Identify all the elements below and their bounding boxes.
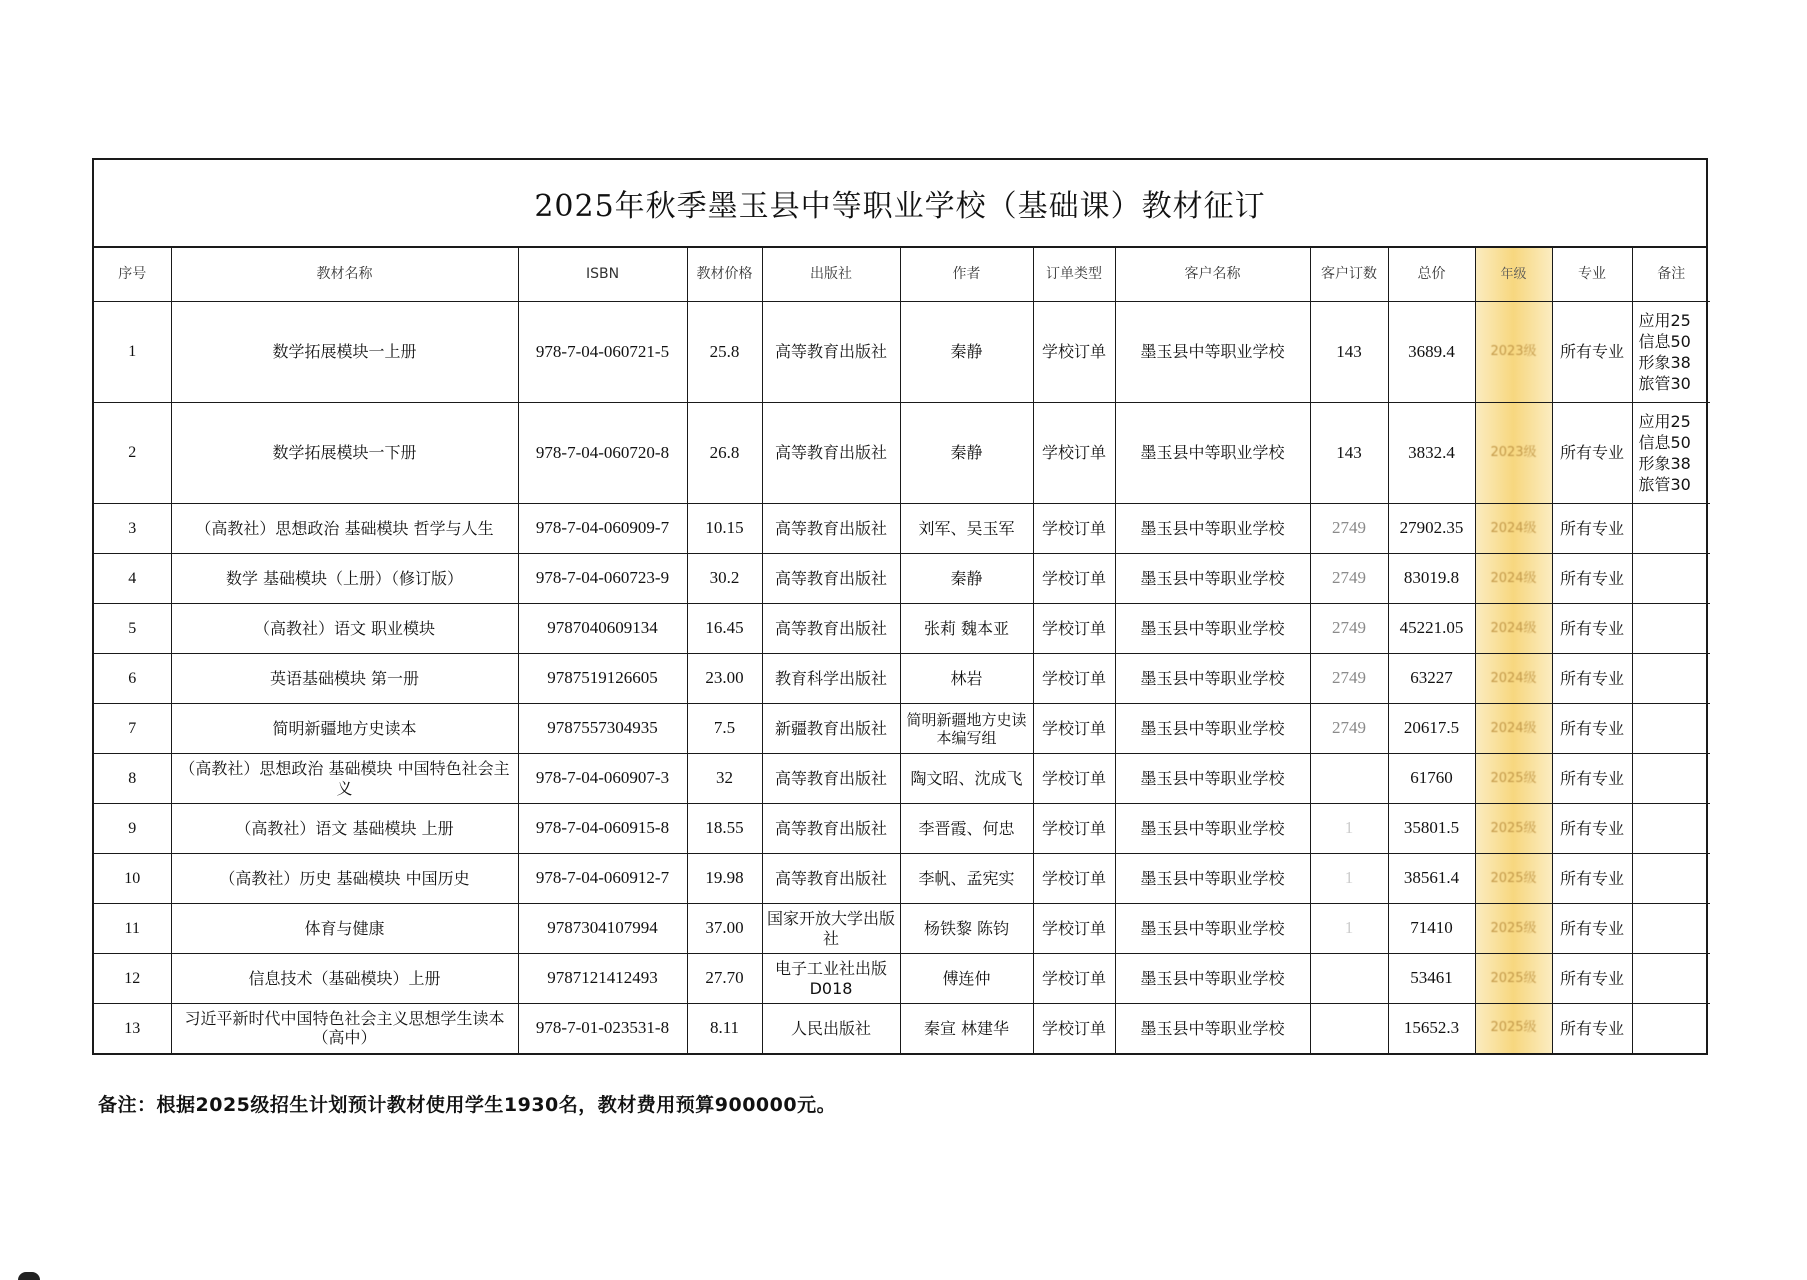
- header-note: 备注: [1632, 248, 1710, 302]
- cell-grade: [1475, 654, 1552, 704]
- note-line: 形象38: [1638, 454, 1691, 473]
- table-row: [94, 654, 1710, 704]
- cell-customer: 墨玉县中等职业学校: [1115, 954, 1310, 1004]
- cell-customer: 墨玉县中等职业学校: [1115, 654, 1310, 704]
- cell-publisher: 高等教育出版社: [762, 804, 900, 854]
- table-row: [94, 954, 1710, 1004]
- cell-seq: 13: [94, 1004, 171, 1053]
- cell-name: （高教社）思想政治 基础模块 哲学与人生: [171, 504, 518, 554]
- cell-note: [1632, 604, 1710, 654]
- cell-price: 7.5: [687, 704, 762, 754]
- cell-publisher: 电子工业社出版D018: [762, 954, 900, 1004]
- cell-total: 63227: [1388, 654, 1475, 704]
- cell-grade: [1475, 604, 1552, 654]
- cell-major: 所有专业: [1552, 302, 1632, 403]
- note-line: 形象38: [1638, 353, 1691, 372]
- note-line: 应用25: [1638, 412, 1691, 431]
- header-grade: 年级: [1475, 248, 1552, 302]
- cell-seq: 12: [94, 954, 171, 1004]
- sheet-title: 2025年秋季墨玉县中等职业学校（基础课）教材征订: [94, 160, 1706, 248]
- cell-price: 19.98: [687, 854, 762, 904]
- cell-publisher: 高等教育出版社: [762, 504, 900, 554]
- table-row: [94, 854, 1710, 904]
- grade-text: 2024级: [1490, 570, 1537, 586]
- cell-grade: [1475, 854, 1552, 904]
- cell-isbn: 978-7-04-060721-5: [518, 302, 687, 403]
- cell-grade: [1475, 754, 1552, 804]
- cell-author: 陶文昭、沈成飞: [900, 754, 1033, 804]
- table-row: [94, 754, 1710, 804]
- cell-qty: 2749: [1310, 704, 1388, 754]
- table-row: [94, 302, 1710, 403]
- cell-order-type: 学校订单: [1033, 904, 1115, 954]
- cell-major: 所有专业: [1552, 704, 1632, 754]
- table-row: [94, 704, 1710, 754]
- cell-isbn: 978-7-04-060912-7: [518, 854, 687, 904]
- footnote: 备注：根据2025级招生计划预计教材使用学生1930名，教材费用预算900000元。: [98, 1094, 837, 1116]
- header-customer: 客户名称: [1115, 248, 1310, 302]
- cell-grade: [1475, 1004, 1552, 1053]
- cell-publisher: 人民出版社: [762, 1004, 900, 1053]
- grade-text: 2025级: [1490, 870, 1537, 886]
- cell-isbn: 978-7-04-060723-9: [518, 554, 687, 604]
- cell-price: 16.45: [687, 604, 762, 654]
- cell-isbn: 978-7-04-060915-8: [518, 804, 687, 854]
- scan-corner-mark: [18, 1272, 40, 1280]
- cell-customer: 墨玉县中等职业学校: [1115, 1004, 1310, 1053]
- cell-seq: 7: [94, 704, 171, 754]
- cell-price: 8.11: [687, 1004, 762, 1053]
- cell-grade: [1475, 704, 1552, 754]
- cell-major: 所有专业: [1552, 904, 1632, 954]
- header-seq: 序号: [94, 248, 171, 302]
- cell-seq: 1: [94, 302, 171, 403]
- table-row: [94, 403, 1710, 504]
- cell-qty: 2749: [1310, 504, 1388, 554]
- cell-note: [1632, 403, 1710, 504]
- header-author: 作者: [900, 248, 1033, 302]
- textbook-order-sheet: [92, 158, 1708, 1055]
- cell-order-type: 学校订单: [1033, 804, 1115, 854]
- cell-order-type: 学校订单: [1033, 604, 1115, 654]
- cell-major: 所有专业: [1552, 954, 1632, 1004]
- header-qty: 客户订数: [1310, 248, 1388, 302]
- cell-customer: 墨玉县中等职业学校: [1115, 604, 1310, 654]
- table-row: [94, 1004, 1710, 1053]
- cell-seq: 10: [94, 854, 171, 904]
- cell-name: （高教社）历史 基础模块 中国历史: [171, 854, 518, 904]
- cell-isbn: 978-7-04-060720-8: [518, 403, 687, 504]
- cell-qty: [1310, 1004, 1388, 1053]
- header-order-type: 订单类型: [1033, 248, 1115, 302]
- cell-order-type: 学校订单: [1033, 954, 1115, 1004]
- cell-order-type: 学校订单: [1033, 302, 1115, 403]
- cell-qty: [1310, 754, 1388, 804]
- cell-total: 3689.4: [1388, 302, 1475, 403]
- cell-total: 3832.4: [1388, 403, 1475, 504]
- cell-customer: 墨玉县中等职业学校: [1115, 904, 1310, 954]
- cell-order-type: 学校订单: [1033, 704, 1115, 754]
- cell-order-type: 学校订单: [1033, 654, 1115, 704]
- grade-text: 2023级: [1490, 445, 1537, 461]
- cell-total: 61760: [1388, 754, 1475, 804]
- cell-note: [1632, 302, 1710, 403]
- cell-total: 15652.3: [1388, 1004, 1475, 1053]
- grade-text: 2024级: [1490, 720, 1537, 736]
- cell-author: 杨铁黎 陈钧: [900, 904, 1033, 954]
- cell-seq: 6: [94, 654, 171, 704]
- cell-price: 37.00: [687, 904, 762, 954]
- cell-isbn: 9787519126605: [518, 654, 687, 704]
- cell-name: 数学 基础模块（上册）（修订版）: [171, 554, 518, 604]
- cell-note: [1632, 754, 1710, 804]
- grade-text: 2025级: [1490, 820, 1537, 836]
- header-total: 总价: [1388, 248, 1475, 302]
- cell-qty: 1: [1310, 854, 1388, 904]
- cell-author: 林岩: [900, 654, 1033, 704]
- cell-note: [1632, 1004, 1710, 1053]
- cell-major: 所有专业: [1552, 754, 1632, 804]
- cell-isbn: 9787304107994: [518, 904, 687, 954]
- header-major: 专业: [1552, 248, 1632, 302]
- cell-name: 英语基础模块 第一册: [171, 654, 518, 704]
- note-line: 信息50: [1638, 332, 1691, 351]
- cell-total: 38561.4: [1388, 854, 1475, 904]
- cell-author: 秦静: [900, 403, 1033, 504]
- cell-note: [1632, 954, 1710, 1004]
- cell-qty: 2749: [1310, 554, 1388, 604]
- cell-isbn: 978-7-01-023531-8: [518, 1004, 687, 1053]
- table-row: [94, 904, 1710, 954]
- cell-order-type: 学校订单: [1033, 504, 1115, 554]
- cell-isbn: 9787121412493: [518, 954, 687, 1004]
- cell-grade: [1475, 954, 1552, 1004]
- cell-total: 83019.8: [1388, 554, 1475, 604]
- cell-isbn: 9787557304935: [518, 704, 687, 754]
- grade-text: 2024级: [1490, 520, 1537, 536]
- cell-total: 20617.5: [1388, 704, 1475, 754]
- table-row: [94, 504, 1710, 554]
- grade-text: 2025级: [1490, 770, 1537, 786]
- cell-qty: 2749: [1310, 604, 1388, 654]
- cell-grade: [1475, 403, 1552, 504]
- header-publisher: 出版社: [762, 248, 900, 302]
- cell-name: （高教社）思想政治 基础模块 中国特色社会主义: [171, 754, 518, 804]
- table-row: [94, 554, 1710, 604]
- cell-note: [1632, 704, 1710, 754]
- cell-name: （高教社）语文 职业模块: [171, 604, 518, 654]
- cell-grade: [1475, 554, 1552, 604]
- cell-major: 所有专业: [1552, 854, 1632, 904]
- cell-qty: 143: [1310, 403, 1388, 504]
- cell-grade: [1475, 804, 1552, 854]
- cell-name: 体育与健康: [171, 904, 518, 954]
- cell-major: 所有专业: [1552, 654, 1632, 704]
- cell-qty: 143: [1310, 302, 1388, 403]
- cell-customer: 墨玉县中等职业学校: [1115, 302, 1310, 403]
- cell-total: 35801.5: [1388, 804, 1475, 854]
- cell-author: 秦宣 林建华: [900, 1004, 1033, 1053]
- table-row: [94, 804, 1710, 854]
- cell-seq: 3: [94, 504, 171, 554]
- cell-major: 所有专业: [1552, 554, 1632, 604]
- cell-total: 53461: [1388, 954, 1475, 1004]
- cell-note: [1632, 504, 1710, 554]
- grade-text: 2025级: [1490, 970, 1537, 986]
- cell-seq: 8: [94, 754, 171, 804]
- cell-seq: 5: [94, 604, 171, 654]
- cell-note: [1632, 904, 1710, 954]
- cell-note: [1632, 854, 1710, 904]
- cell-qty: 1: [1310, 804, 1388, 854]
- table-row: [94, 604, 1710, 654]
- cell-publisher: 国家开放大学出版社: [762, 904, 900, 954]
- cell-name: 习近平新时代中国特色社会主义思想学生读本（高中）: [171, 1004, 518, 1053]
- cell-major: 所有专业: [1552, 804, 1632, 854]
- note-line: 旅管30: [1638, 475, 1691, 494]
- cell-seq: 2: [94, 403, 171, 504]
- header-name: 教材名称: [171, 248, 518, 302]
- cell-note: [1632, 804, 1710, 854]
- cell-customer: 墨玉县中等职业学校: [1115, 554, 1310, 604]
- grade-text: 2024级: [1490, 670, 1537, 686]
- cell-author: 李帆、孟宪实: [900, 854, 1033, 904]
- grade-text: 2023级: [1490, 344, 1537, 360]
- cell-grade: [1475, 904, 1552, 954]
- cell-publisher: 高等教育出版社: [762, 854, 900, 904]
- cell-major: 所有专业: [1552, 1004, 1632, 1053]
- cell-price: 26.8: [687, 403, 762, 504]
- cell-order-type: 学校订单: [1033, 1004, 1115, 1053]
- cell-publisher: 教育科学出版社: [762, 654, 900, 704]
- cell-qty: 1: [1310, 904, 1388, 954]
- cell-major: 所有专业: [1552, 403, 1632, 504]
- cell-price: 32: [687, 754, 762, 804]
- grade-text: 2025级: [1490, 920, 1537, 936]
- cell-author: 刘军、吴玉军: [900, 504, 1033, 554]
- cell-order-type: 学校订单: [1033, 403, 1115, 504]
- cell-isbn: 9787040609134: [518, 604, 687, 654]
- cell-note: [1632, 654, 1710, 704]
- cell-isbn: 978-7-04-060909-7: [518, 504, 687, 554]
- cell-major: 所有专业: [1552, 604, 1632, 654]
- cell-price: 23.00: [687, 654, 762, 704]
- cell-customer: 墨玉县中等职业学校: [1115, 504, 1310, 554]
- cell-seq: 9: [94, 804, 171, 854]
- cell-author: 简明新疆地方史读本编写组: [900, 704, 1033, 754]
- cell-seq: 11: [94, 904, 171, 954]
- cell-publisher: 高等教育出版社: [762, 403, 900, 504]
- cell-publisher: 高等教育出版社: [762, 754, 900, 804]
- cell-price: 18.55: [687, 804, 762, 854]
- cell-order-type: 学校订单: [1033, 754, 1115, 804]
- header-row: [94, 248, 1710, 302]
- cell-name: 信息技术（基础模块）上册: [171, 954, 518, 1004]
- note-line: 应用25: [1638, 311, 1691, 330]
- cell-author: 秦静: [900, 302, 1033, 403]
- cell-customer: 墨玉县中等职业学校: [1115, 854, 1310, 904]
- cell-qty: 2749: [1310, 654, 1388, 704]
- cell-grade: [1475, 302, 1552, 403]
- cell-major: 所有专业: [1552, 504, 1632, 554]
- cell-author: 张莉 魏本亚: [900, 604, 1033, 654]
- grade-text: 2025级: [1490, 1020, 1537, 1036]
- cell-order-type: 学校订单: [1033, 854, 1115, 904]
- cell-note: [1632, 554, 1710, 604]
- cell-publisher: 高等教育出版社: [762, 604, 900, 654]
- cell-publisher: 高等教育出版社: [762, 302, 900, 403]
- cell-name: 数学拓展模块一上册: [171, 302, 518, 403]
- order-table: [94, 248, 1710, 1053]
- grade-text: 2024级: [1490, 620, 1537, 636]
- note-line: 信息50: [1638, 433, 1691, 452]
- cell-grade: [1475, 504, 1552, 554]
- cell-publisher: 高等教育出版社: [762, 554, 900, 604]
- cell-qty: [1310, 954, 1388, 1004]
- cell-name: 数学拓展模块一下册: [171, 403, 518, 504]
- header-isbn: ISBN: [518, 248, 687, 302]
- cell-customer: 墨玉县中等职业学校: [1115, 754, 1310, 804]
- cell-name: （高教社）语文 基础模块 上册: [171, 804, 518, 854]
- cell-total: 45221.05: [1388, 604, 1475, 654]
- cell-total: 71410: [1388, 904, 1475, 954]
- cell-isbn: 978-7-04-060907-3: [518, 754, 687, 804]
- cell-author: 李晋霞、何忠: [900, 804, 1033, 854]
- cell-price: 10.15: [687, 504, 762, 554]
- cell-customer: 墨玉县中等职业学校: [1115, 403, 1310, 504]
- cell-customer: 墨玉县中等职业学校: [1115, 804, 1310, 854]
- note-line: 旅管30: [1638, 374, 1691, 393]
- cell-order-type: 学校订单: [1033, 554, 1115, 604]
- cell-author: 傅连仲: [900, 954, 1033, 1004]
- cell-author: 秦静: [900, 554, 1033, 604]
- cell-price: 25.8: [687, 302, 762, 403]
- cell-total: 27902.35: [1388, 504, 1475, 554]
- cell-customer: 墨玉县中等职业学校: [1115, 704, 1310, 754]
- cell-publisher: 新疆教育出版社: [762, 704, 900, 754]
- cell-price: 30.2: [687, 554, 762, 604]
- header-price: 教材价格: [687, 248, 762, 302]
- cell-price: 27.70: [687, 954, 762, 1004]
- cell-name: 简明新疆地方史读本: [171, 704, 518, 754]
- cell-seq: 4: [94, 554, 171, 604]
